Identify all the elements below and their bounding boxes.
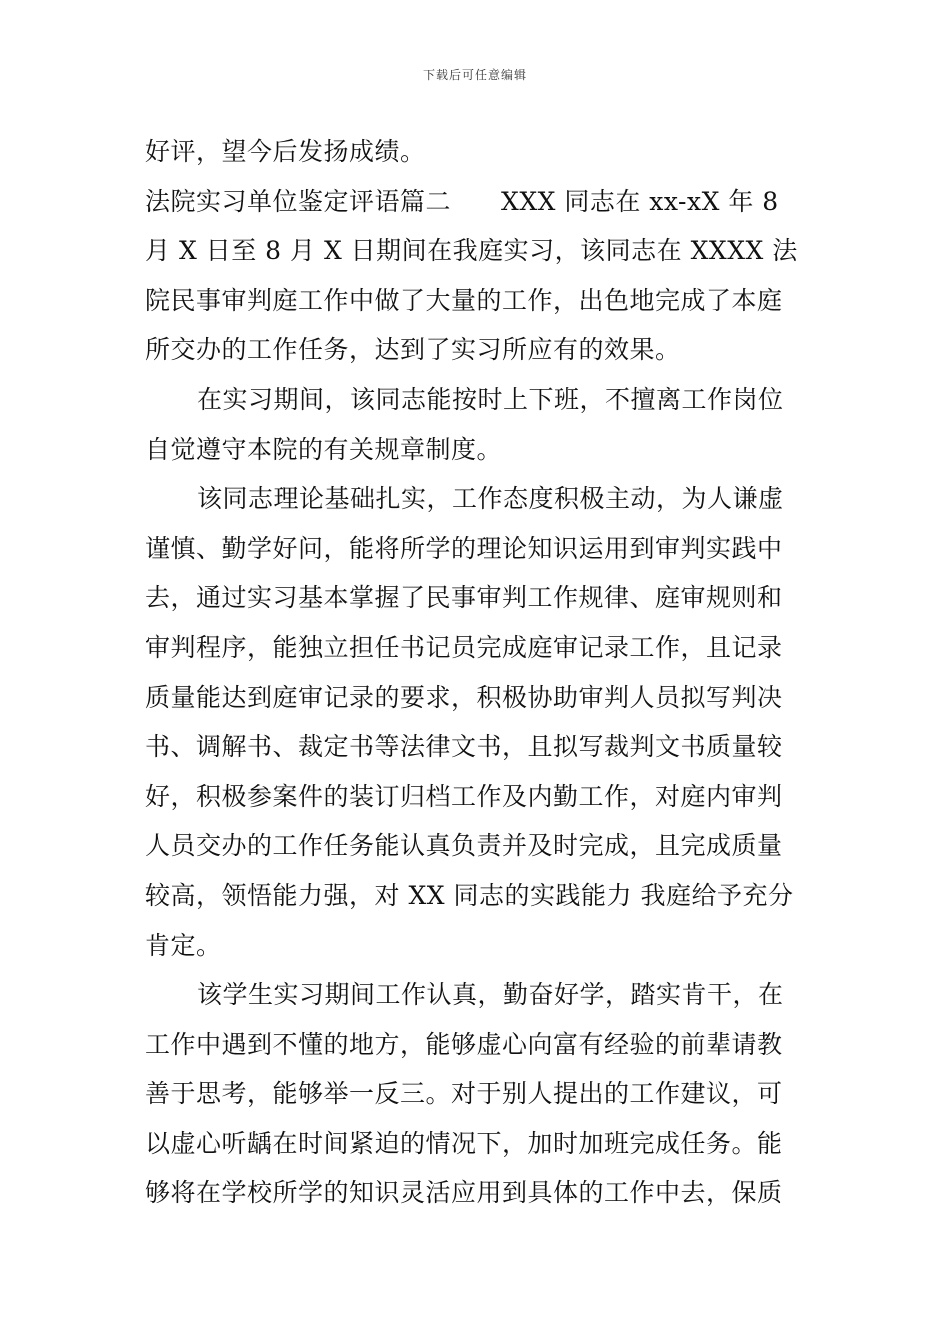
- document-body: [145, 127, 807, 1218]
- section-body: XXX 同志在 xx-xX 年 8 月 X 日至 8 月 X 日期间在我庭实习，该同志在 XXXX 法院民事审判庭工作中做了大量的工作，出色地完成了本庭所交办的工作任务，达到了实习所应有的效果。: [145, 186, 798, 365]
- paragraph-attendance: 在实习期间，该同志能按时上下班，不擅离工作岗位自觉遵守本院的有关规章制度。: [145, 384, 784, 464]
- paragraph-evaluation: 该同志理论基础扎实，工作态度积极主动，为人谦虚谨慎、勤学好问，能将所学的理论知识运用到审判实践中去，通过实习基本掌握了民事审判工作规律、庭审规则和审判程序，能独立担任书记员完成庭审记录工作，且记录质量能达到庭审记录的要求，积极协助审判人员拟写判决书、调解书、裁定书等法律文书，且拟写裁判文书质量较好，积极参案件的装订归档工作及内勤工作，对庭内审判人员交办的工作任务能认真负责并及时完成，且完成质量较高，领悟能力强，对 XX 同志的实践能力 我庭给予充分肯定。: [145, 484, 794, 960]
- section-title: 法院实习单位鉴定评语篇二: [145, 186, 452, 216]
- paragraph-student-review: 该学生实习期间工作认真，勤奋好学，踏实肯干，在工作中遇到不懂的地方，能够虚心向富有经验的前辈请教善于思考，能够举一反三。对于别人提出的工作建议，可以虚心听龋在时间紧迫的情况下，加时加班完成任务。能够将在学校所学的知识灵活应用到具体的工作中去，保质: [145, 980, 784, 1208]
- paragraph-section-two: [145, 177, 807, 375]
- header-note: 下载后可任意编辑: [422, 68, 527, 82]
- paragraph-continuation: 好评，望今后发扬成绩。: [145, 137, 426, 166]
